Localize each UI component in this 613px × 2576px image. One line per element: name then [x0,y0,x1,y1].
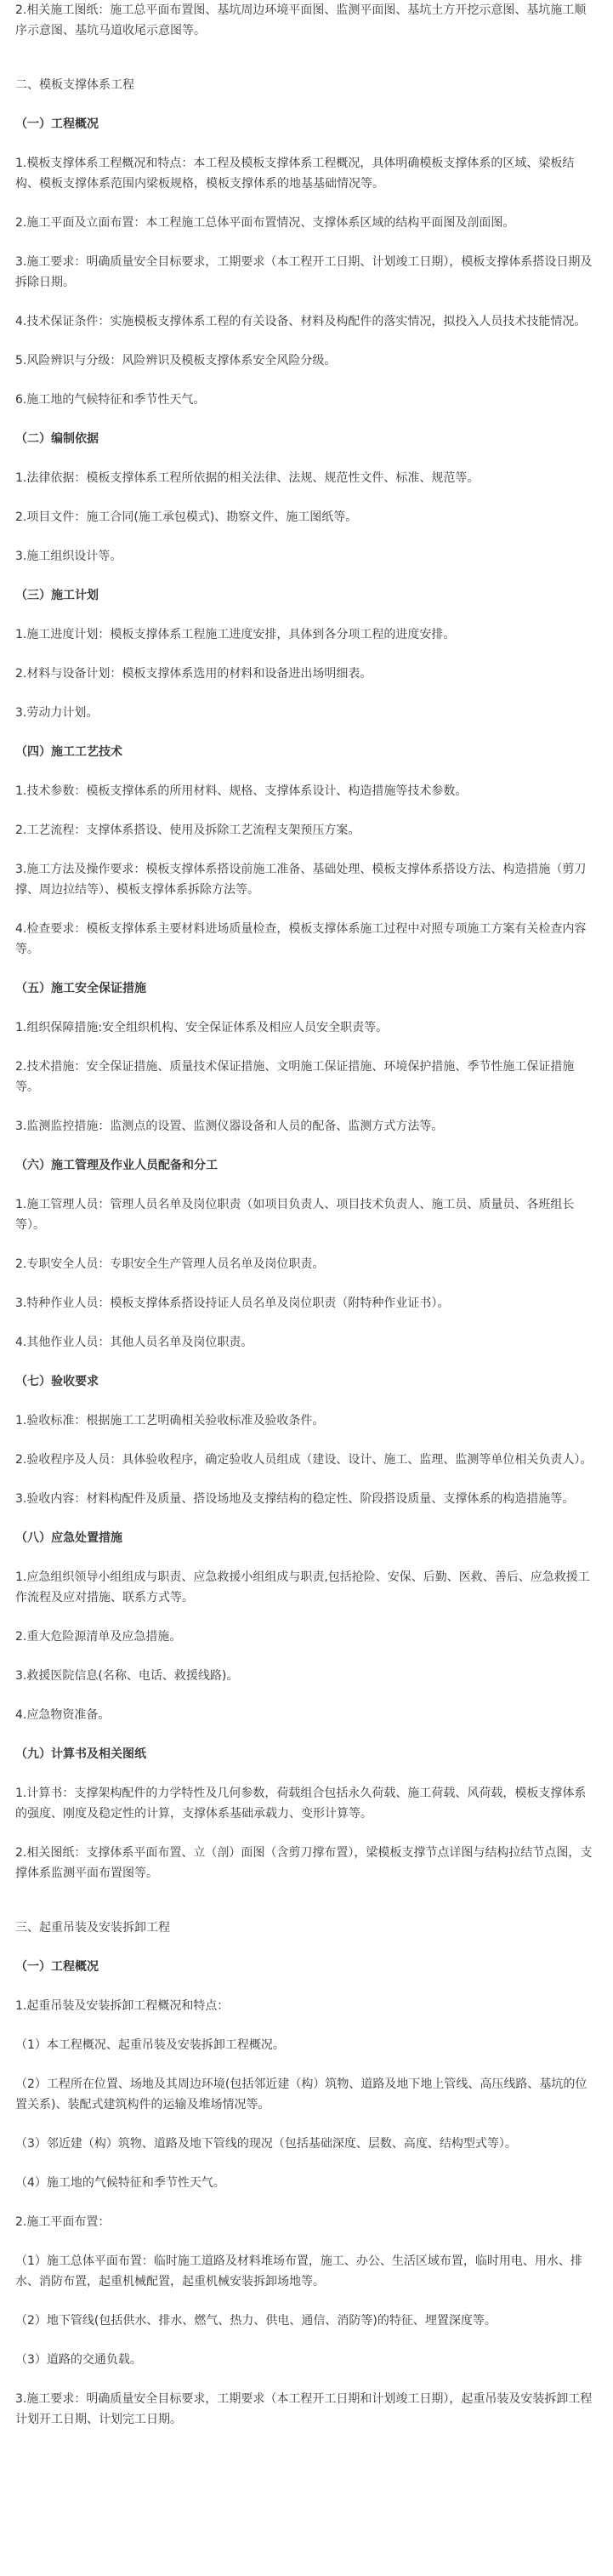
paragraph: （1）本工程概况、起重吊装及安装拆卸工程概况。 [15,2038,285,2052]
paragraph: 3.监测监控措施：监测点的设置、监测仪器设备和人员的配备、监测方式方法等。 [15,1120,444,1133]
paragraph: 3.施工方法及操作要求：模板支撑体系搭设前施工准备、基础处理、模板支撑体系搭设方法、构造措施（剪刀撑、周边拉结等）、模板支撑体系拆除方法等。 [15,863,587,897]
paragraph: 1.施工管理人员：管理人员名单及岗位职责（如项目负责人、项目技术负责人、施工员、质量员、各班组长等）。 [15,1198,575,1232]
subsection-heading: （八）应急处置措施 [15,1531,122,1545]
paragraph: 1.法律依据：模板支撑体系工程所依据的相关法律、法规、规范性文件、标准、规范等。 [15,471,480,485]
paragraph: 4.其他作业人员：其他人员名单及岗位职责。 [15,1336,253,1349]
paragraph: 4.检查要求：模板支撑体系主要材料进场质量检查，模板支撑体系施工过程中对照专项施工方案有关检查内容等。 [15,922,587,956]
paragraph: 3.施工要求：明确质量安全目标要求，工期要求（本工程开工日期、计划竣工日期），模板支撑体系搭设日期及拆除日期。 [15,255,593,289]
subsection-heading: （二）编制依据 [15,432,99,446]
paragraph: （3）道路的交通负载。 [15,2353,142,2367]
subsection-heading: （一）工程概况 [15,1960,99,1974]
section-heading: 二、模板支撑体系工程 [15,78,134,92]
paragraph: 1.组织保障措施:安全组织机构、安全保证体系及相应人员安全职责等。 [15,1021,389,1034]
paragraph: 1.计算书：支撑架构配件的力学特性及几何参数，荷载组合包括永久荷载、施工荷载、风荷载，模板支撑体系的强度、刚度及稳定性的计算，支撑体系基础承载力、变形计算等。 [15,1787,587,1821]
subsection-heading: （七）验收要求 [15,1375,99,1388]
section-heading: 三、起重吊装及安装拆卸工程 [15,1921,170,1935]
paragraph: （2）工程所在位置、场地及其周边环境(包括邻近建（构）筑物、道路及地下地上管线、高压线路、基坑的位置关系)、装配式建筑构件的运输及堆场情况等。 [15,2077,587,2112]
subsection-heading: （五）施工安全保证措施 [15,982,146,995]
paragraph: 6.施工地的气候特征和季节性天气。 [15,393,206,407]
paragraph: 2.项目文件：施工合同(施工承包模式)、勘察文件、施工图纸等。 [15,510,358,524]
subsection-heading: （一）工程概况 [15,117,99,131]
paragraph: 2.相关图纸：支撑体系平面布置、立（剖）面图（含剪刀撑布置），梁模板支撑节点详图与结构拉结节点图，支撑体系监测平面布置图等。 [15,1846,593,1880]
paragraph: 2.施工平面及立面布置：本工程施工总体平面布置情况、支撑体系区域的结构平面图及剖面图。 [15,216,515,230]
paragraph: 5.风险辨识与分级：风险辨识及模板支撑体系安全风险分级。 [15,354,337,368]
paragraph: 1.施工进度计划：模板支撑体系工程施工进度安排，具体到各分项工程的进度安排。 [15,628,456,641]
subsection-heading: （九）计算书及相关图纸 [15,1747,146,1761]
paragraph: （4）施工地的气候特征和季节性天气。 [15,2176,225,2190]
paragraph: 2.重大危险源清单及应急措施。 [15,1630,182,1644]
paragraph: 3.验收内容：材料构配件及质量、搭设场地及支撑结构的稳定性、阶段搭设质量、支撑体系的构造措施等。 [15,1492,575,1506]
paragraph: 1.模板支撑体系工程概况和特点：本工程及模板支撑体系工程概况，具体明确模板支撑体系的区域、梁板结构、模板支撑体系范围内梁板规格，模板支撑体系的地基基础情况等。 [15,157,575,191]
paragraph: 2.专职安全人员：专职安全生产管理人员名单及岗位职责。 [15,1257,325,1271]
paragraph: 2.技术措施：安全保证措施、质量技术保证措施、文明施工保证措施、环境保护措施、季节性施工保证措施等。 [15,1060,575,1094]
paragraph: （2）地下管线(包括供水、排水、燃气、热力、供电、通信、消防等)的特征、埋置深度等。 [15,2314,497,2328]
paragraph: 3.施工组织设计等。 [15,550,122,563]
subsection-heading: （六）施工管理及作业人员配备和分工 [15,1159,218,1172]
subsection-heading: （三）施工计划 [15,589,99,602]
paragraph: 2.验收程序及人员：具体验收程序，确定验收人员组成（建设、设计、施工、监理、监测等单位相关负责人）。 [15,1453,593,1467]
paragraph: 1.验收标准：根据施工工艺明确相关验收标准及验收条件。 [15,1414,325,1428]
paragraph: 2.工艺流程：支撑体系搭设、使用及拆除工艺流程支架预压方案。 [15,824,360,837]
paragraph: 1.技术参数：模板支撑体系的所用材料、规格、支撑体系设计、构造措施等技术参数。 [15,784,468,798]
paragraph: 1.起重吊装及安装拆卸工程概况和特点： [15,1999,230,2013]
paragraph: 3.劳动力计划。 [15,706,99,720]
subsection-heading: （四）施工工艺技术 [15,745,122,759]
paragraph: 3.救援医院信息(名称、电话、救援线路)。 [15,1669,239,1683]
paragraph: 3.特种作业人员：模板支撑体系搭设持证人员名单及岗位职责（附特种作业证书）。 [15,1297,450,1310]
paragraph: 1.应急组织领导小组组成与职责、应急救援小组组成与职责,包括抢险、安保、后勤、医救、善后、应急救援工作流程及应对措施、联系方式等。 [15,1570,590,1604]
paragraph: 4.应急物资准备。 [15,1708,111,1722]
paragraph: 2.相关施工图纸：施工总平面布置图、基坑周边环境平面图、监测平面图、基坑土方开挖示意图、基坑施工顺序示意图、基坑马道收尾示意图等。 [15,3,587,37]
paragraph: 4.技术保证条件：实施模板支撑体系工程的有关设备、材料及构配件的落实情况，拟投入人员技术技能情况。 [15,315,587,328]
paragraph: 2.施工平面布置： [15,2215,111,2229]
paragraph: （1）施工总体平面布置：临时施工道路及材料堆场布置，施工、办公、生活区域布置，临时用电、用水、排水、消防布置，起重机械配置，起重机械安装拆卸场地等。 [15,2254,582,2288]
paragraph: 3.施工要求：明确质量安全目标要求，工期要求（本工程开工日期和计划竣工日期），起重吊装及安装拆卸工程计划开工日期、计划完工日期。 [15,2392,593,2426]
paragraph: 2.材料与设备计划：模板支撑体系选用的材料和设备进出场明细表。 [15,667,372,681]
paragraph: （3）邻近建（构）筑物、道路及地下管线的现况（包括基础深度、层数、高度、结构型式等）。 [15,2137,517,2151]
